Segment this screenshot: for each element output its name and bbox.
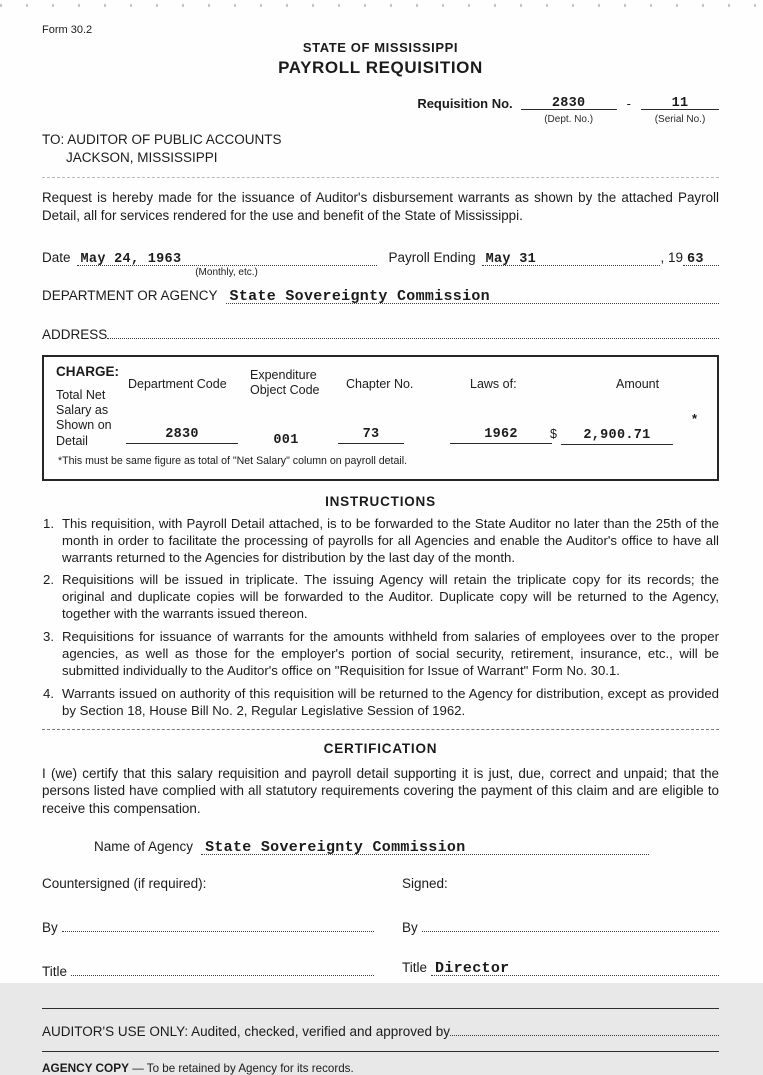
date-value: May 24, 1963 <box>80 251 182 267</box>
by-field-left <box>62 916 374 932</box>
department-agency-label: DEPARTMENT OR AGENCY <box>42 287 218 303</box>
amount-value: 2,900.71 <box>561 428 673 445</box>
countersigned-label: Countersigned (if required): <box>42 875 207 891</box>
title-field-right <box>431 960 719 976</box>
charge-label: CHARGE: <box>56 363 119 379</box>
payroll-ending-label: Payroll Ending <box>388 249 476 265</box>
instruction-item-2: Requisitions will be issued in triplicate. The issuing Agency will retain the triplicate copy for its records; the original and duplicate copies will be forwarded to the Auditor. Duplicate copy will be returned to the Agency, together with the warrants issued thereon. <box>62 572 719 622</box>
addressee-line2: JACKSON, MISSISSIPPI <box>66 150 218 166</box>
date-label: Date <box>42 249 71 265</box>
auditor-use-line <box>42 1020 719 1039</box>
by-label-left: By <box>42 919 58 935</box>
addressee-block <box>42 131 719 167</box>
department-agency-line <box>42 288 719 304</box>
laws-of-value: 1962 <box>450 427 552 444</box>
address-line <box>42 323 719 342</box>
serial-no-line <box>641 94 719 110</box>
instructions-heading: INSTRUCTIONS <box>325 493 436 509</box>
instruction-item-1: This requisition, with Payroll Detail attached, is to be forwarded to the State Auditor no later than the 25th of the month in order to facilitate the processing of payrolls for all Agencies and enable the Auditor's office to have all warrants returned to the Agencies for distribution by the last day of the month. <box>62 515 719 565</box>
col-header-chapter-no: Chapter No. <box>346 376 414 391</box>
requisition-number-block <box>42 94 719 125</box>
addressee-line1: TO: AUDITOR OF PUBLIC ACCOUNTS <box>42 132 282 147</box>
separator-light <box>42 177 719 178</box>
requisition-no-label: Requisition No. <box>417 96 513 111</box>
amount-group <box>550 427 673 445</box>
dollar-sign: $ <box>550 426 557 441</box>
year-field <box>683 250 719 266</box>
signed-column <box>402 876 719 979</box>
expenditure-object-code-value: 001 <box>273 432 299 448</box>
form-title: PAYROLL REQUISITION <box>278 58 483 77</box>
col-header-expenditure-object-code: Expenditure Object Code <box>250 367 320 397</box>
chapter-no-value: 73 <box>338 427 404 444</box>
signature-section <box>42 876 719 979</box>
agency-copy-label: AGENCY COPY <box>42 1060 129 1075</box>
certification-heading: CERTIFICATION <box>323 740 438 756</box>
year-value: 63 <box>687 251 704 267</box>
col-header-amount: Amount <box>616 376 660 391</box>
state-heading: STATE OF MISSISSIPPI <box>302 40 459 55</box>
form-number: Form 30.2 <box>42 24 93 36</box>
serial-no-field <box>641 94 719 125</box>
by-field-right <box>422 916 719 932</box>
auditor-approved-by-field <box>450 1020 719 1036</box>
col-header-laws-of: Laws of: <box>470 376 517 391</box>
instruction-item-4: Warrants issued on authority of this requisition will be returned to the Agency for distribution, except as provided by Section 18, House Bill No. 2, Regular Legislative Session of 1962. <box>62 685 719 718</box>
col-header-department-code: Department Code <box>128 376 227 391</box>
department-agency-value: State Sovereignty Commission <box>229 287 490 305</box>
payroll-ending-field <box>482 250 661 266</box>
instructions-list <box>42 516 719 720</box>
charge-box-footnote: *This must be same figure as total of "Net Salary" column on payroll detail. <box>58 454 408 467</box>
agency-copy-text: — To be retained by Agency for its records. <box>128 1061 354 1075</box>
signed-title-line <box>402 960 719 976</box>
title-label-right: Title <box>402 959 428 975</box>
rule-above-auditor <box>42 1008 719 1009</box>
department-code-value: 2830 <box>126 427 238 444</box>
monthly-caption: (Monthly, etc.) <box>195 266 258 278</box>
dept-no-line <box>521 94 617 110</box>
rule-below-auditor <box>42 1051 719 1052</box>
amount-asterisk: * <box>692 410 698 426</box>
signed-by-line <box>402 916 719 935</box>
separator-dashed <box>42 729 719 730</box>
name-of-agency-field <box>201 839 649 855</box>
by-label-right: By <box>402 919 418 935</box>
certification-paragraph: I (we) certify that this salary requisition and payroll detail supporting it is just, due, correct and unpaid; that the persons listed have complied with all statutory requirements covering the payment of this claim and are eligible to receive this compensation. <box>42 765 719 816</box>
countersigned-by-line <box>42 916 374 935</box>
dept-no-caption: (Dept. No.) <box>544 114 594 125</box>
serial-no-value: 11 <box>671 96 689 111</box>
charge-box <box>42 355 719 481</box>
request-paragraph: Request is hereby made for the issuance of Auditor's disbursement warrants as shown by the attached Payroll Detail, all for services rendered for the use and benefit of the State of Mississippi. <box>42 190 719 224</box>
name-of-agency-value: State Sovereignty Commission <box>205 838 466 856</box>
address-label: ADDRESS <box>42 326 108 342</box>
year-prefix: , 19 <box>660 249 683 265</box>
address-field <box>107 323 719 339</box>
instruction-item-3: Requisitions for issuance of warrants for the amounts withheld from salaries of employees over to the proper agencies, as well as those for the employer's portion of social security, retirement, insurance, etc., will be submitted individually to the Auditor's office on "Requisition for Issue of Warrant" Form No. 30.1. <box>62 629 719 678</box>
payroll-ending-value: May 31 <box>485 251 537 267</box>
name-of-agency-line <box>42 839 719 855</box>
department-agency-field <box>226 288 719 304</box>
requisition-separator: - <box>626 96 631 111</box>
total-net-salary-label: Total Net Salary as Shown on Detail <box>56 387 112 448</box>
signed-label: Signed: <box>402 875 448 891</box>
agency-copy-note <box>42 1061 719 1075</box>
countersigned-column <box>42 876 374 979</box>
name-of-agency-label: Name of Agency <box>94 838 194 854</box>
auditor-use-label: AUDITOR'S USE ONLY: Audited, checked, verified and approved by <box>42 1023 451 1039</box>
title-field-left <box>71 960 374 976</box>
title-value: Director <box>435 959 510 977</box>
countersigned-title-line <box>42 960 374 979</box>
serial-no-caption: (Serial No.) <box>654 114 706 125</box>
scan-artifact-top <box>0 4 763 7</box>
date-field <box>77 250 377 278</box>
title-label-left: Title <box>42 963 68 979</box>
dept-no-value: 2830 <box>551 96 586 111</box>
dept-no-field <box>521 94 617 125</box>
date-line <box>42 249 719 278</box>
